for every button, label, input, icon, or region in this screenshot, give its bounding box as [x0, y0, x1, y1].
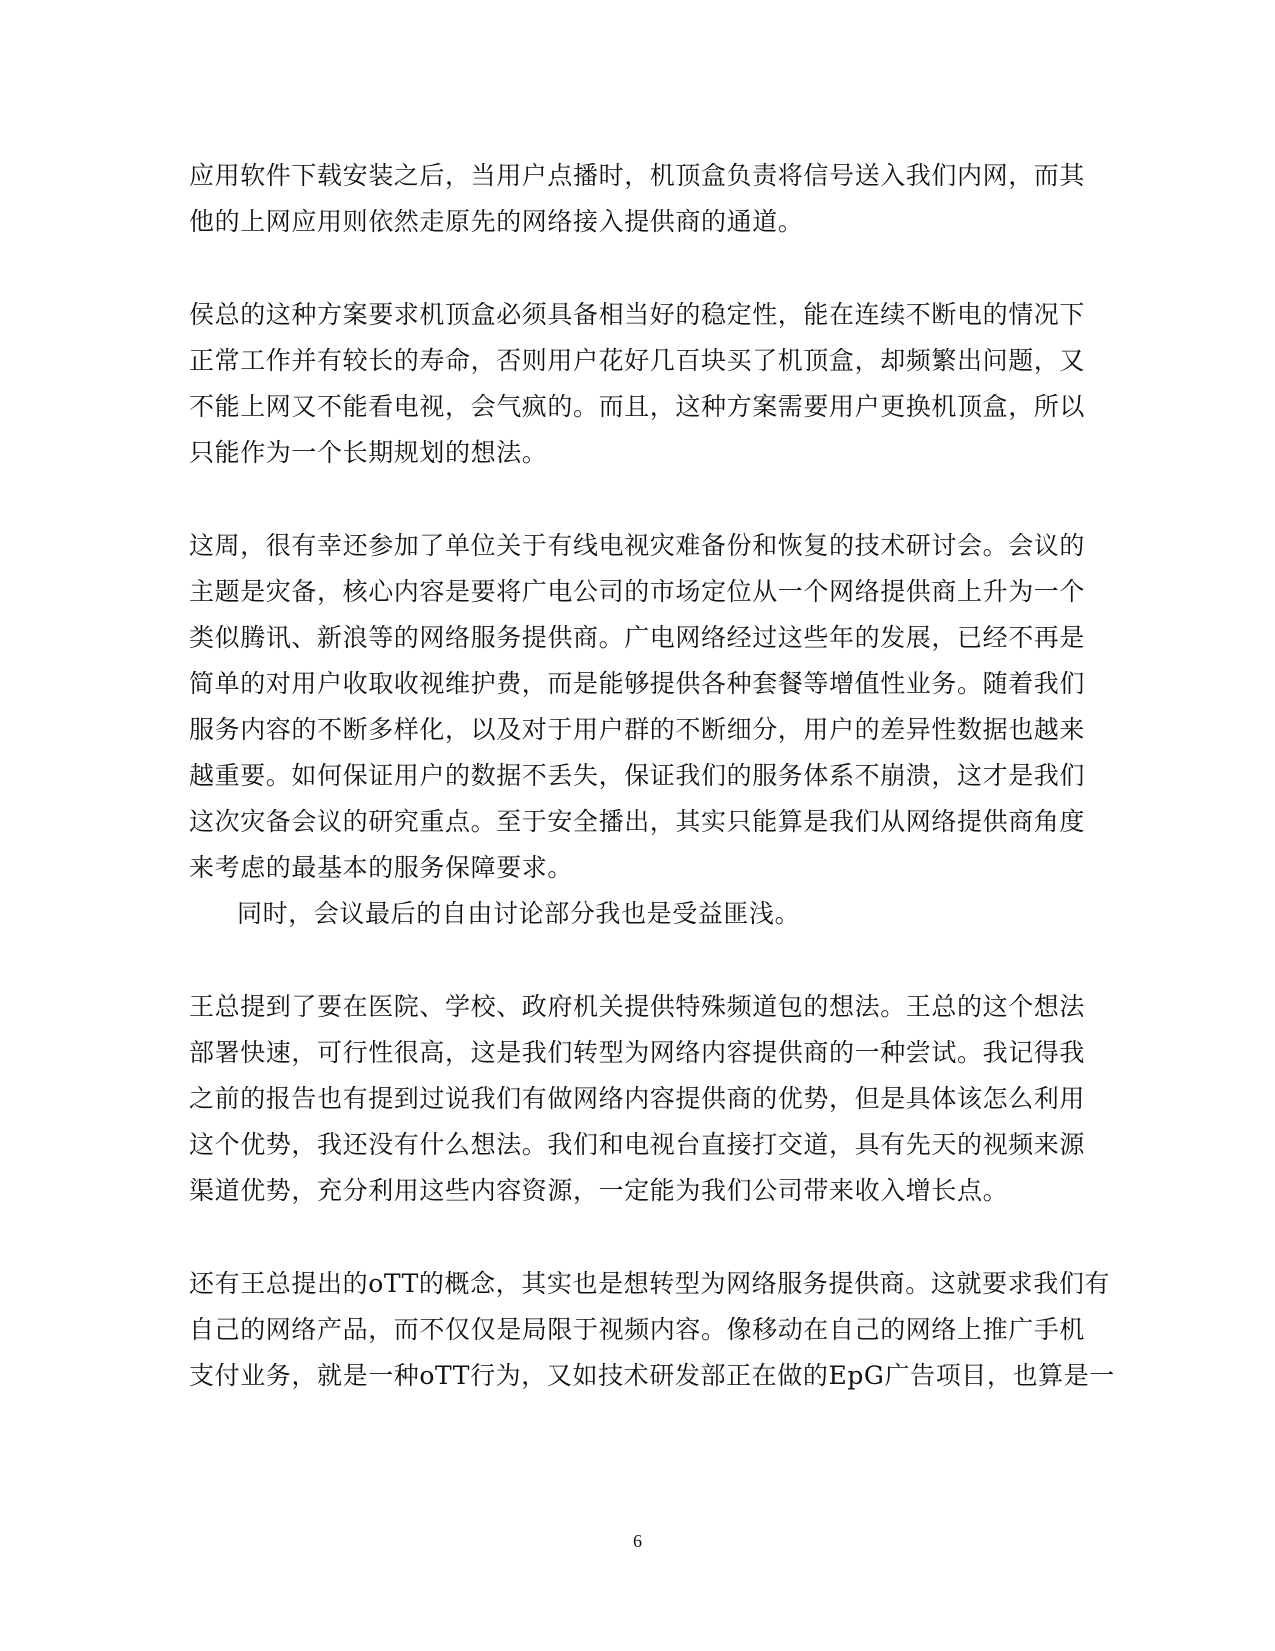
text-line: 他的上网应用则依然走原先的网络接入提供商的通道。	[189, 207, 804, 236]
text-line: 服务内容的不断多样化，以及对于用户群的不断细分，用户的差异性数据也越来	[189, 715, 1086, 744]
text-line: 这次灾备会议的研究重点。至于安全播出，其实只能算是我们从网络提供商角度	[189, 807, 1086, 836]
text-line: 正常工作并有较长的寿命，否则用户花好几百块买了机顶盒，却频繁出问题，又	[189, 346, 1086, 375]
text-line: 侯总的这种方案要求机顶盒必须具备相当好的稳定性，能在连续不断电的情况下	[189, 300, 1086, 329]
text-line: 渠道优势，充分利用这些内容资源，一定能为我们公司带来收入增长点。	[189, 1176, 1009, 1205]
text-line: 来考虑的最基本的服务保障要求。	[189, 853, 574, 882]
text-line: 类似腾讯、新浪等的网络服务提供商。广电网络经过这些年的发展，已经不再是	[189, 623, 1086, 652]
text-line: 还有王总提出的oTT的概念，其实也是想转型为网络服务提供商。这就要求我们有	[189, 1269, 1111, 1298]
text-line: 不能上网又不能看电视，会气疯的。而且，这种方案需要用户更换机顶盒，所以	[189, 392, 1086, 421]
text-line: 这周，很有幸还参加了单位关于有线电视灾难备份和恢复的技术研讨会。会议的	[189, 531, 1086, 560]
text-line: 王总提到了要在医院、学校、政府机关提供特殊频道包的想法。王总的这个想法	[189, 992, 1086, 1021]
text-line: 支付业务，就是一种oTT行为，又如技术研发部正在做的EpG广告项目，也算是一	[189, 1361, 1115, 1390]
text-line: 越重要。如何保证用户的数据不丢失，保证我们的服务体系不崩溃，这才是我们	[189, 761, 1086, 790]
text-line: 自己的网络产品，而不仅仅是局限于视频内容。像移动在自己的网络上推广手机	[189, 1315, 1086, 1344]
page-number: 6	[633, 1531, 642, 1551]
text-line: 只能作为一个长期规划的想法。	[189, 438, 548, 467]
text-line: 简单的对用户收取收视维护费，而是能够提供各种套餐等增值性业务。随着我们	[189, 669, 1086, 698]
text-line: 之前的报告也有提到过说我们有做网络内容提供商的优势，但是具体该怎么利用	[189, 1084, 1086, 1113]
text-line: 这个优势，我还没有什么想法。我们和电视台直接打交道，具有先天的视频来源	[189, 1130, 1086, 1159]
text-line: 应用软件下载安装之后，当用户点播时，机顶盒负责将信号送入我们内网，而其	[189, 161, 1086, 190]
text-line: 主题是灾备，核心内容是要将广电公司的市场定位从一个网络提供商上升为一个	[189, 577, 1086, 606]
text-line: 部署快速，可行性很高，这是我们转型为网络内容提供商的一种尝试。我记得我	[189, 1038, 1086, 1067]
text-line-indented: 同时，会议最后的自由讨论部分我也是受益匪浅。	[237, 899, 801, 928]
